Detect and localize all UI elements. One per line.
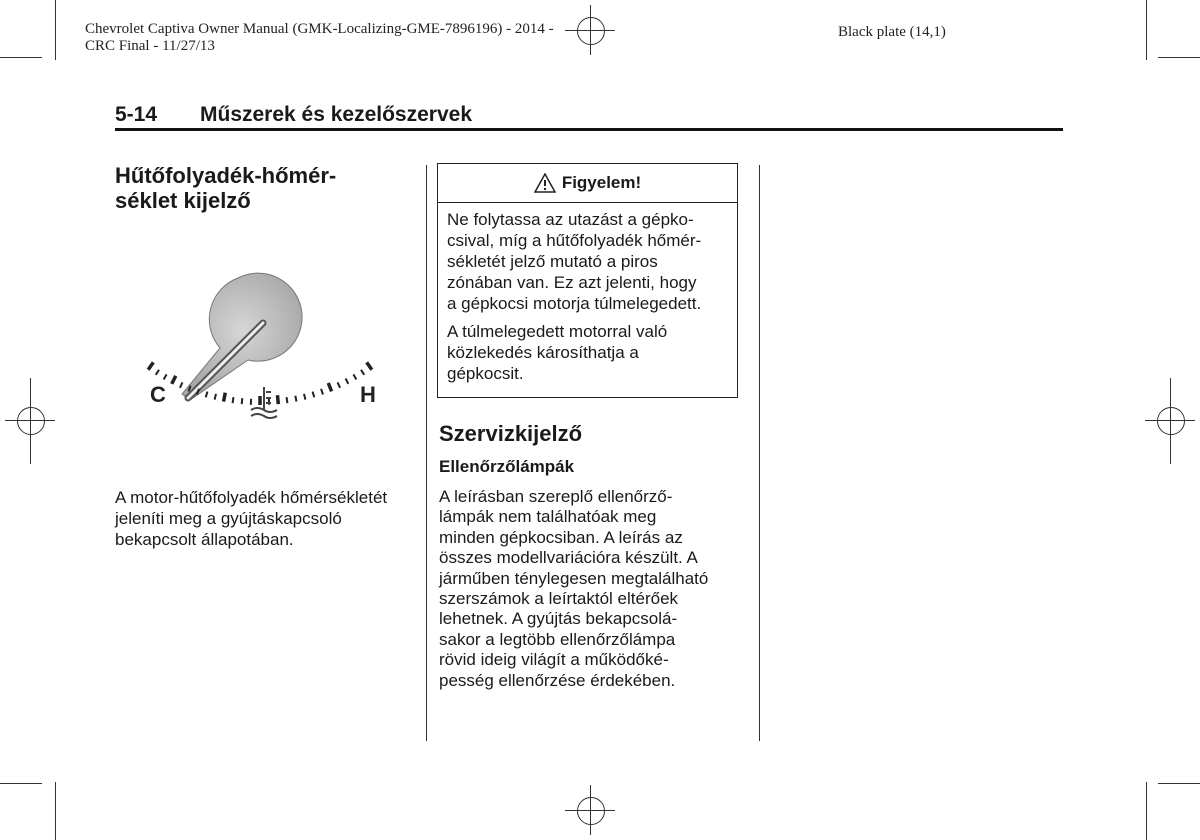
gauge-description <box>115 487 387 550</box>
warning-text <box>438 203 737 384</box>
gauge-tick <box>164 374 167 379</box>
text-line: csival, míg a hűtőfolyadék hőmér- <box>447 231 702 250</box>
page-number: 5-14 <box>115 103 158 126</box>
gauge-tick <box>148 362 153 369</box>
registration-cross <box>30 378 31 464</box>
text-line: A motor-hűtőfolyadék hőmérsékletét <box>115 488 388 507</box>
text-line: a gépkocsi motorja túlmelegedett. <box>447 294 702 313</box>
gauge-hot-label: H <box>360 382 376 407</box>
warning-title: Figyelem! <box>561 173 642 192</box>
text-line: sakor a legtöbb ellenőrzőlámpa <box>439 629 676 649</box>
gauge-tick <box>295 396 296 402</box>
gauge-tick <box>321 389 323 395</box>
gauge-tick <box>287 397 288 403</box>
text-line: Ne folytassa az utazást a gépko- <box>447 210 694 229</box>
gauge-scale <box>148 362 372 405</box>
thermometer-icon <box>251 387 277 418</box>
crop-mark <box>1158 783 1200 784</box>
column-divider <box>759 165 760 741</box>
crop-mark <box>0 783 42 784</box>
service-body <box>439 487 708 691</box>
warning-paragraph <box>447 209 737 314</box>
print-header <box>85 21 554 55</box>
gauge-tick <box>172 376 176 384</box>
gauge-tick <box>367 362 372 369</box>
gauge-tick <box>215 394 216 400</box>
warning-box <box>437 163 738 398</box>
warning-paragraph <box>447 321 737 384</box>
gauge-tick <box>338 382 340 387</box>
text-line: rövid ideig világít a működőké- <box>439 650 669 670</box>
text-line: pesség ellenőrzése érdekében. <box>439 670 676 690</box>
plate-label: Black plate (14,1) <box>838 24 946 40</box>
warning-triangle-icon <box>534 173 556 193</box>
crop-mark <box>1146 0 1147 60</box>
gauge-tick <box>277 395 278 404</box>
service-heading: Szervizkijelző <box>439 421 583 446</box>
text-line: minden gépkocsiban. A leírás az <box>439 527 683 547</box>
crop-mark <box>55 782 56 840</box>
registration-cross <box>1170 378 1171 464</box>
crop-mark <box>1158 57 1200 58</box>
registration-cross <box>590 5 591 55</box>
gauge-needle-hub <box>182 273 302 400</box>
gauge-tick <box>353 374 356 379</box>
text-line: sékletét jelző mutató a piros <box>447 252 658 271</box>
gauge-tick <box>180 382 182 387</box>
text-line: A túlmelegedett motorral való <box>447 322 668 341</box>
gauge-tick <box>242 398 243 404</box>
gauge-tick <box>346 379 349 384</box>
text-line: lámpák nem találhatóak meg <box>439 507 657 527</box>
text-line: A leírásban szereplő ellenőrző- <box>439 487 673 506</box>
gauge-tick <box>156 370 159 375</box>
registration-cross <box>590 785 591 835</box>
text-line: járműben ténylegesen megtalálható <box>439 568 709 588</box>
print-header-line1: Chevrolet Captiva Owner Manual (GMK-Localizing-GME-7896196) - 2014 - <box>85 21 554 37</box>
gauge-tick <box>224 393 226 402</box>
crop-mark <box>0 57 42 58</box>
text-line: szerszámok a leírtaktól eltérőek <box>439 589 679 609</box>
gauge-cold-label: C <box>150 382 166 407</box>
text-line: közlekedés károsíthatja a <box>447 343 639 362</box>
text-line: bekapcsolt állapotában. <box>115 530 294 549</box>
section-heading <box>115 163 336 213</box>
gauge-tick <box>328 383 331 391</box>
gauge-tick <box>313 392 315 398</box>
chapter-title: Műszerek és kezelőszervek <box>200 103 473 126</box>
coolant-gauge-illustration <box>130 270 390 450</box>
gauge-tick <box>361 370 364 375</box>
column-divider <box>426 165 427 741</box>
text-line: gépkocsit. <box>447 364 524 383</box>
chapter-rule <box>115 128 1063 131</box>
registration-mark-icon <box>1157 407 1185 435</box>
service-subheading: Ellenőrzőlámpák <box>439 457 575 476</box>
registration-mark-icon <box>577 797 605 825</box>
text-line: zónában van. Ez azt jelenti, hogy <box>447 273 697 292</box>
text-line: lehetnek. A gyújtás bekapcsolá- <box>439 609 678 629</box>
text-line: összes modellvariációra készült. A <box>439 548 698 568</box>
text-line: séklet kijelző <box>115 188 251 213</box>
crop-mark <box>1146 782 1147 840</box>
registration-mark-icon <box>17 407 45 435</box>
crop-mark <box>55 0 56 60</box>
text-line: jeleníti meg a gyújtáskapcsoló <box>115 509 342 528</box>
registration-mark-icon <box>577 17 605 45</box>
gauge-tick <box>233 397 234 403</box>
gauge-tick <box>304 394 305 400</box>
print-header-line2: CRC Final - 11/27/13 <box>85 38 215 54</box>
text-line: Hűtőfolyadék-hőmér- <box>115 163 337 188</box>
gauge-tick <box>206 392 208 398</box>
